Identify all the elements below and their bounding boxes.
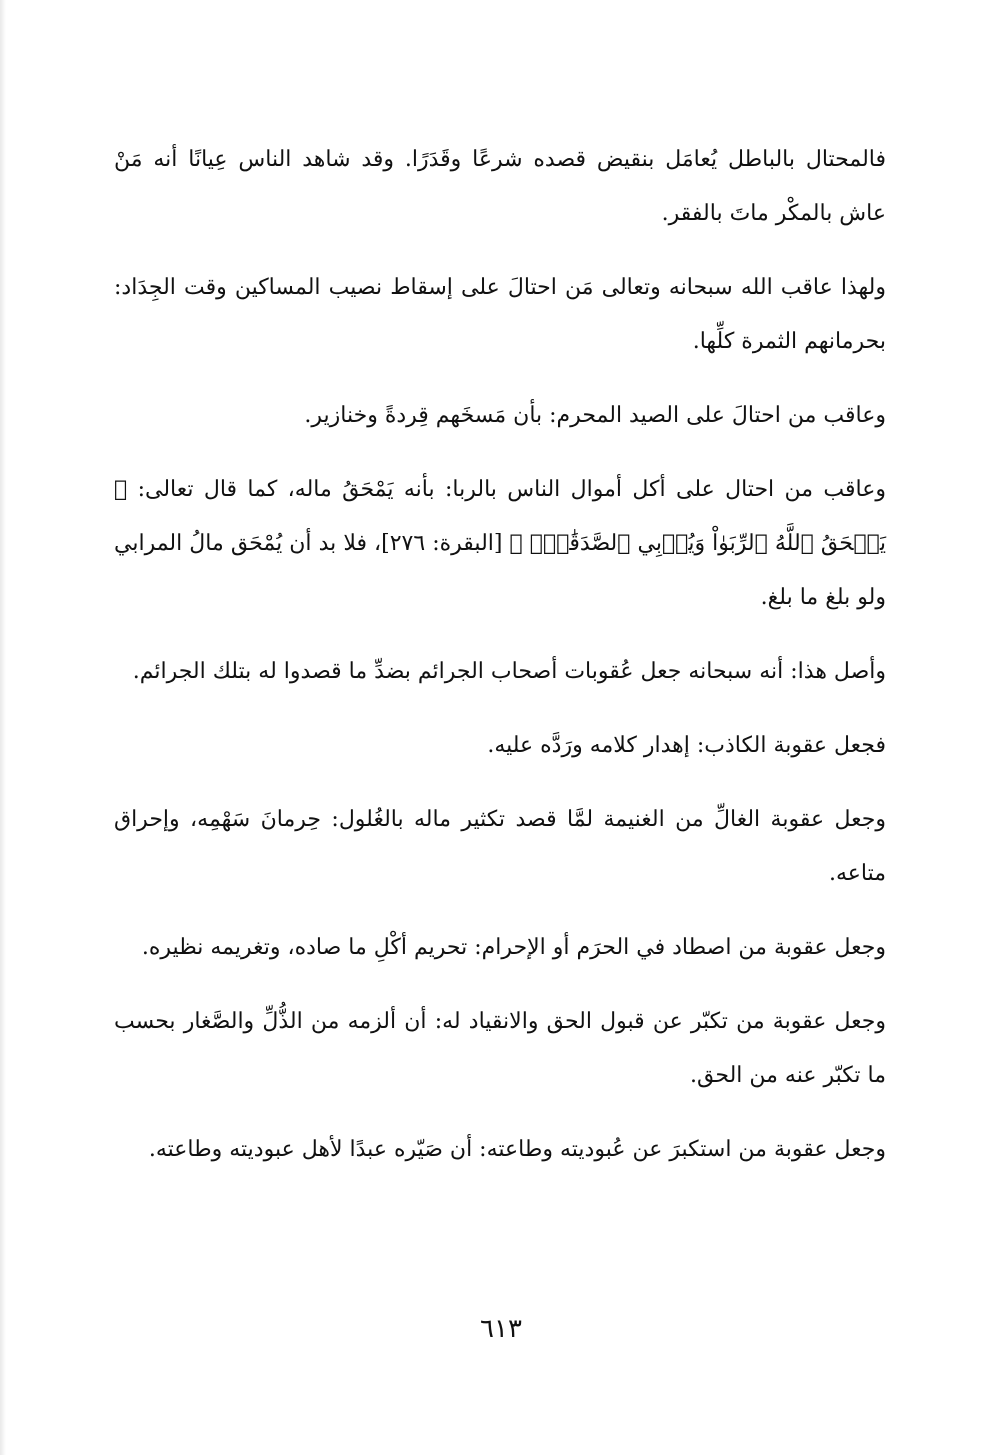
paragraph-8: وجعل عقوبة من اصطاد في الحرَم أو الإحرام: تحريم أكْلِ ما صاده، وتغريمه نظيره.	[141, 935, 886, 960]
page-edge-shadow	[0, 0, 6, 1455]
paragraph-4: وعاقب من احتال على أكل أموال الناس بالربا: بأنه يَمْحَقُ ماله، كما قال تعالى: ﴿ يَمۡحَقُ ٱللَّهُ ٱلرِّبَوٰاْ وَيُرۡبِي ٱلصَّدَقَٰتِۗ ﴾ [البقرة: ٢٧٦]، فلا بد أن يُمْحَق مالُ المرابي ولو بلغ ما بلغ.	[114, 477, 886, 610]
paragraph-6: فجعل عقوبة الكاذب: إهدار كلامه ورَدَّه عليه.	[487, 733, 886, 758]
paragraph-7: وجعل عقوبة الغالِّ من الغنيمة لمَّا قصد تكثير ماله بالغُلول: حِرمانَ سَهْمِه، وإحراق متاعه.	[114, 807, 886, 886]
paragraph-2: ولهذا عاقب الله سبحانه وتعالى مَن احتالَ على إسقاط نصيب المساكين وقت الجِدَاد: بحرمانهم الثمرة كلِّها.	[114, 275, 886, 354]
page-body	[114, 133, 886, 1197]
paragraph-9: وجعل عقوبة من تكبّر عن قبول الحق والانقياد له: أن ألزمه من الذُّلِّ والصَّغار بحسب ما تكبّر عنه من الحق.	[114, 1009, 886, 1088]
page-number: ٦١٣	[480, 1314, 522, 1344]
paragraph-10: وجعل عقوبة من استكبرَ عن عُبوديته وطاعته: أن صَيّره عبدًا لأهل عبوديته وطاعته.	[148, 1137, 886, 1162]
paragraph-1: فالمحتال بالباطل يُعامَل بنقيض قصده شرعًا وقَدَرًا. وقد شاهد الناس عِيانًا أنه مَنْ عاش بالمكْر ماتَ بالفقر.	[114, 147, 886, 226]
paragraph-5: وأصل هذا: أنه سبحانه جعل عُقوبات أصحاب الجرائم بضدِّ ما قصدوا له بتلك الجرائم.	[132, 659, 886, 684]
paragraph-3: وعاقب من احتالَ على الصيد المحرم: بأن مَسخَهم قِردةً وخنازير.	[304, 403, 886, 428]
